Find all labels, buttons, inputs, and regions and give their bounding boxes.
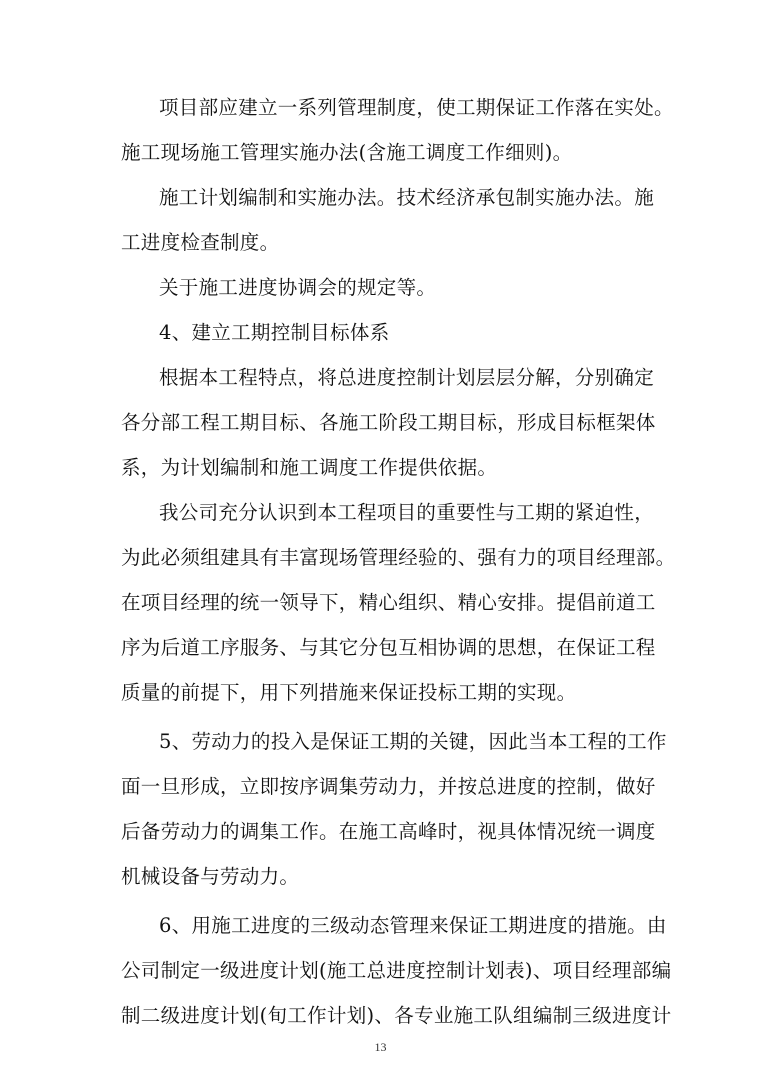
text-line: 项目部应建立一系列管理制度，使工期保证工作落在实处。 <box>159 96 674 119</box>
text-line: 关于施工进度协调会的规定等。 <box>159 276 437 299</box>
text-line: 为此必须组建具有丰富现场管理经验的、强有力的项目经理部。 <box>121 546 676 569</box>
text-line: 5、劳动力的投入是保证工期的关键，因此当本工程的工作 <box>159 730 667 753</box>
text-line: 施工计划编制和实施办法。技术经济承包制实施办法。施 <box>159 186 655 209</box>
text-line: 根据本工程特点，将总进度控制计划层层分解，分别确定 <box>159 366 655 389</box>
text-line: 我公司充分认识到本工程项目的重要性与工期的紧迫性， <box>159 501 655 524</box>
body-text <box>121 90 676 1043</box>
text-line: 机械设备与劳动力。 <box>121 865 300 888</box>
text-line: 各分部工程工期目标、各施工阶段工期目标，形成目标框架体 <box>121 411 656 434</box>
text-line: 施工现场施工管理实施办法(含施工调度工作细则)。 <box>121 141 573 164</box>
text-line: 面一旦形成，立即按序调集劳动力，并按总进度的控制，做好 <box>121 775 656 798</box>
text-line: 后备劳动力的调集工作。在施工高峰时，视具体情况统一调度 <box>121 820 656 843</box>
text-line: 质量的前提下，用下列措施来保证投标工期的实现。 <box>121 681 577 704</box>
text-line: 制二级进度计划(旬工作计划)、各专业施工队组编制三级进度计 <box>121 1004 672 1027</box>
page-number: 13 <box>374 1040 387 1054</box>
section-heading: 4、建立工期控制目标体系 <box>159 321 390 344</box>
text-line: 公司制定一级进度计划(施工总进度控制计划表)、项目经理部编 <box>121 959 672 982</box>
text-line: 系，为计划编制和施工调度工作提供依据。 <box>121 456 498 479</box>
text-line: 工进度检查制度。 <box>121 231 280 254</box>
text-line: 在项目经理的统一领导下，精心组织、精心安排。提倡前道工 <box>121 591 656 614</box>
text-line: 序为后道工序服务、与其它分包互相协调的思想，在保证工程 <box>121 636 656 659</box>
text-line: 6、用施工进度的三级动态管理来保证工期进度的措施。由 <box>159 914 667 937</box>
